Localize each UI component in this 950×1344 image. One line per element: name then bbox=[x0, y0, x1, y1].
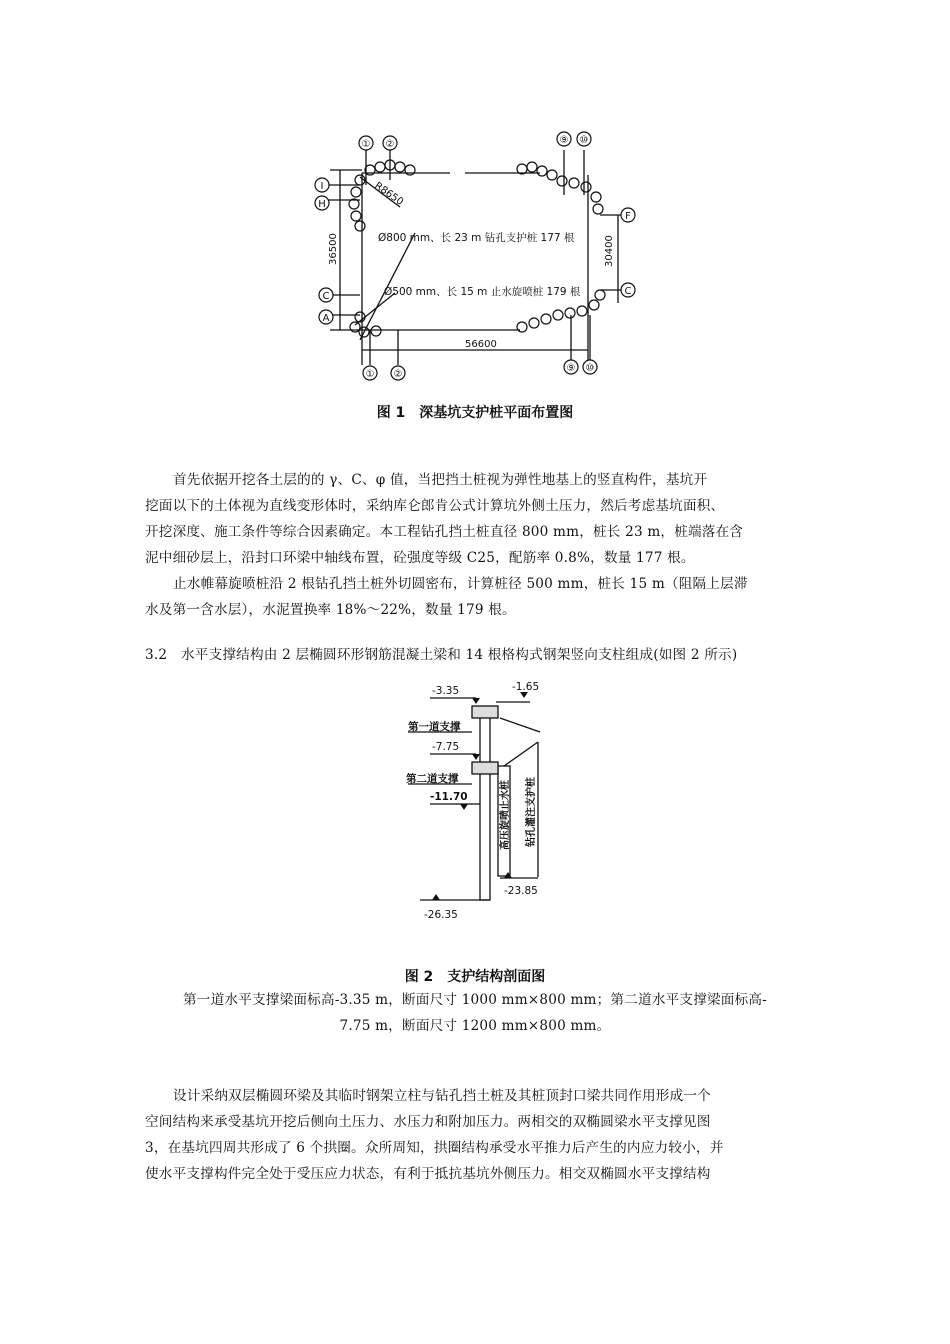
figure-1-plan-layout bbox=[300, 125, 650, 390]
section-heading-3-2: 3.2 水平支撑结构由 2 层椭圆环形钢筋混凝土梁和 14 根格构式钢架竖向支柱组成(如图 2 所示) bbox=[145, 647, 738, 663]
text-line: 水及第一含水层），水泥置换率 18%～22%，数量 179 根。 bbox=[145, 602, 516, 618]
figure-2-note bbox=[0, 987, 950, 1039]
note-drill-piles: Ø800 mm、长 23 m 钻孔支护桩 177 根 bbox=[378, 232, 575, 244]
axis-top-2: ② bbox=[385, 139, 395, 150]
jet-pile-label: 高压旋喷止水桩 bbox=[500, 780, 511, 850]
elev-bottom-left: -26.35 bbox=[424, 909, 458, 921]
figure-2-caption: 图 2 支护结构剖面图 bbox=[404, 969, 546, 985]
dim-right: 30400 bbox=[604, 235, 615, 267]
text-line: 开挖深度、施工条件等综合因素确定。本工程钻孔挡土桩直径 800 mm，桩长 23 m，桩端落在含 bbox=[145, 524, 744, 540]
axis-bottom-10: ⑩ bbox=[585, 363, 595, 374]
text-line: 挖面以下的土体视为直线变形体时，采纳库仑郎肯公式计算坑外侧土压力，然后考虑基坑面积、 bbox=[145, 498, 725, 514]
dim-left: 36500 bbox=[328, 233, 339, 265]
figure-1-drawing bbox=[300, 125, 650, 390]
text-line: 3，在基坑四周共形成了 6 个拱圈。众所周知，拱圈结构承受水平推力后产生的内应力较小，并 bbox=[145, 1140, 724, 1156]
text-line: 首先依据开挖各土层的的 γ、C、φ 值，当把挡土桩视为弹性地基上的竖直构件，基坑开 bbox=[173, 472, 708, 488]
text-line: 第一道水平支撑梁面标高-3.35 m，断面尺寸 1000 mm×800 mm；第二道水平支撑梁面标高- bbox=[183, 992, 767, 1008]
elev-top-left: -3.35 bbox=[432, 685, 460, 697]
axis-left-h: H bbox=[318, 199, 326, 210]
elev-mid: -7.75 bbox=[432, 741, 460, 753]
text-line: 泥中细砂层上，沿封口环梁中轴线布置，砼强度等级 C25，配筋率 0.8%，数量 177 根。 bbox=[145, 550, 695, 566]
elev-bottom-right: -23.85 bbox=[504, 885, 538, 897]
axis-right-c: C bbox=[624, 286, 632, 297]
text-line: 使水平支撑构件完全处于受压应力状态，有利于抵抗基坑外侧压力。相交双椭圆水平支撑结构 bbox=[145, 1166, 711, 1182]
figure-2-drawing bbox=[400, 682, 560, 927]
paragraph-soil-pressure bbox=[145, 467, 825, 623]
axis-left-i: I bbox=[320, 181, 324, 192]
support-2-label: 第二道支撑 bbox=[406, 773, 459, 785]
text-line: 设计采纳双层椭圆环梁及其临时钢架立柱与钻孔挡土桩及其桩顶封口梁共同作用形成一个 bbox=[173, 1088, 711, 1104]
support-1-label: 第一道支撑 bbox=[408, 721, 461, 733]
axis-left-a: A bbox=[322, 313, 330, 324]
dim-bottom: 56600 bbox=[465, 339, 497, 350]
text-line: 空间结构来承受基坑开挖后侧向土压力、水压力和附加压力。两相交的双椭圆梁水平支撑见图 bbox=[145, 1114, 711, 1130]
figure-1-caption: 图 1 深基坑支护桩平面布置图 bbox=[376, 405, 574, 421]
axis-top-10: ⑩ bbox=[579, 135, 589, 146]
axis-top-1: ① bbox=[361, 139, 371, 150]
axis-bottom-2: ② bbox=[393, 369, 403, 380]
text-line: 7.75 m，断面尺寸 1200 mm×800 mm。 bbox=[339, 1018, 611, 1034]
axis-left-c: C bbox=[322, 291, 330, 302]
paragraph-support-design bbox=[145, 1083, 825, 1187]
axis-right-f: F bbox=[625, 211, 631, 222]
axis-top-9: ⑨ bbox=[559, 135, 569, 146]
elev-low: -11.70 bbox=[430, 791, 468, 803]
radius-label: R8650 bbox=[372, 180, 406, 209]
axis-bottom-1: ① bbox=[365, 369, 375, 380]
bored-pile-label: 钻孔灌注支护桩 bbox=[526, 777, 537, 847]
figure-2-section bbox=[400, 682, 560, 927]
note-jet-piles: Ø500 mm、长 15 m 止水旋喷桩 179 根 bbox=[384, 286, 581, 298]
elev-top-right: -1.65 bbox=[512, 682, 540, 693]
text-line: 止水帷幕旋喷桩沿 2 根钻孔挡土桩外切圆密布，计算桩径 500 mm，桩长 15 m（阻隔上层滞 bbox=[173, 576, 748, 592]
axis-bottom-9: ⑨ bbox=[566, 363, 576, 374]
